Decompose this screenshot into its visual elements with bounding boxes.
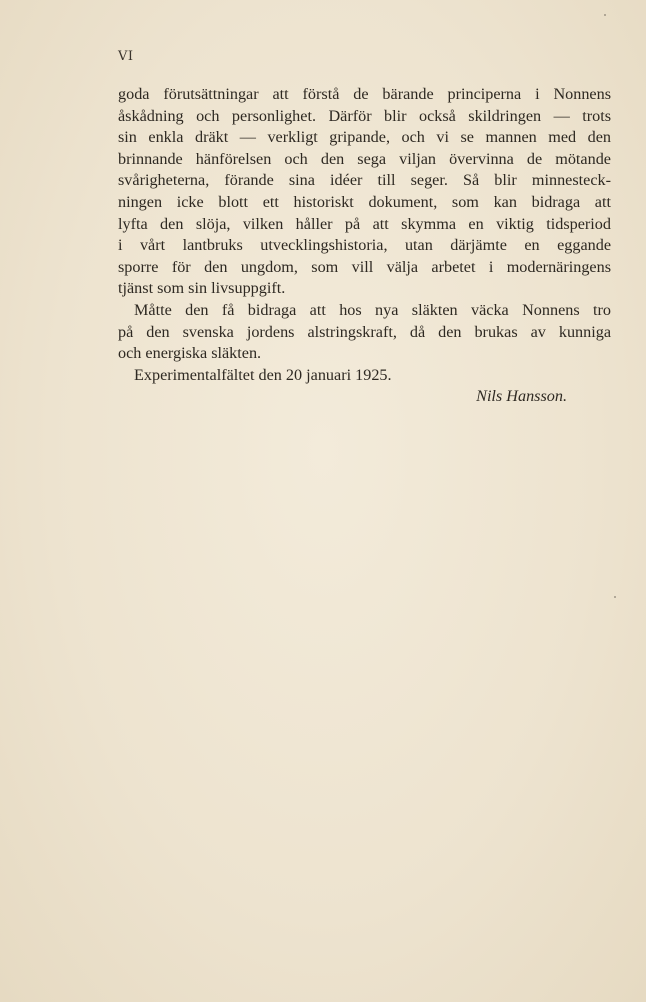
text-line: Måtte den få bidraga att hos nya släkten väcka Nonnens tro bbox=[134, 300, 611, 319]
date-line: Experimentalfältet den 20 januari 1925. bbox=[134, 365, 392, 384]
text-line: och energiska släkten. bbox=[118, 344, 262, 363]
text-line: brinnande hänförelsen och den sega viljan övervinna de mötande bbox=[118, 149, 611, 168]
paper-speck bbox=[614, 596, 616, 598]
text-line: tjänst som sin livsuppgift. bbox=[118, 279, 286, 298]
text-line: goda förutsättningar att förstå de bärande principerna i Nonnens bbox=[118, 85, 611, 103]
body-text bbox=[118, 84, 611, 408]
text-line: ningen icke blott ett historiskt dokument, som kan bidraga att bbox=[118, 192, 611, 211]
author-signature: Nils Hansson. bbox=[476, 387, 567, 406]
text-line: sporre för den ungdom, som vill välja arbetet i modernäringens bbox=[118, 257, 611, 276]
page-number: VI bbox=[118, 49, 134, 64]
text-line: sin enkla dräkt — verkligt gripande, och vi se mannen med den bbox=[118, 128, 611, 147]
text-line: åskådning och personlighet. Därför blir också skildringen — trots bbox=[118, 106, 611, 125]
text-line: svårigheterna, förande sina idéer till seger. Så blir minnesteck- bbox=[118, 171, 611, 190]
text-line: i vårt lantbruks utvecklingshistoria, utan därjämte en eggande bbox=[118, 236, 611, 255]
text-line: på den svenska jordens alstringskraft, då den brukas av kunniga bbox=[118, 322, 611, 341]
text-line: lyfta den slöja, vilken håller på att skymma en viktig tidsperiod bbox=[118, 214, 611, 233]
paper-speck bbox=[604, 14, 606, 16]
